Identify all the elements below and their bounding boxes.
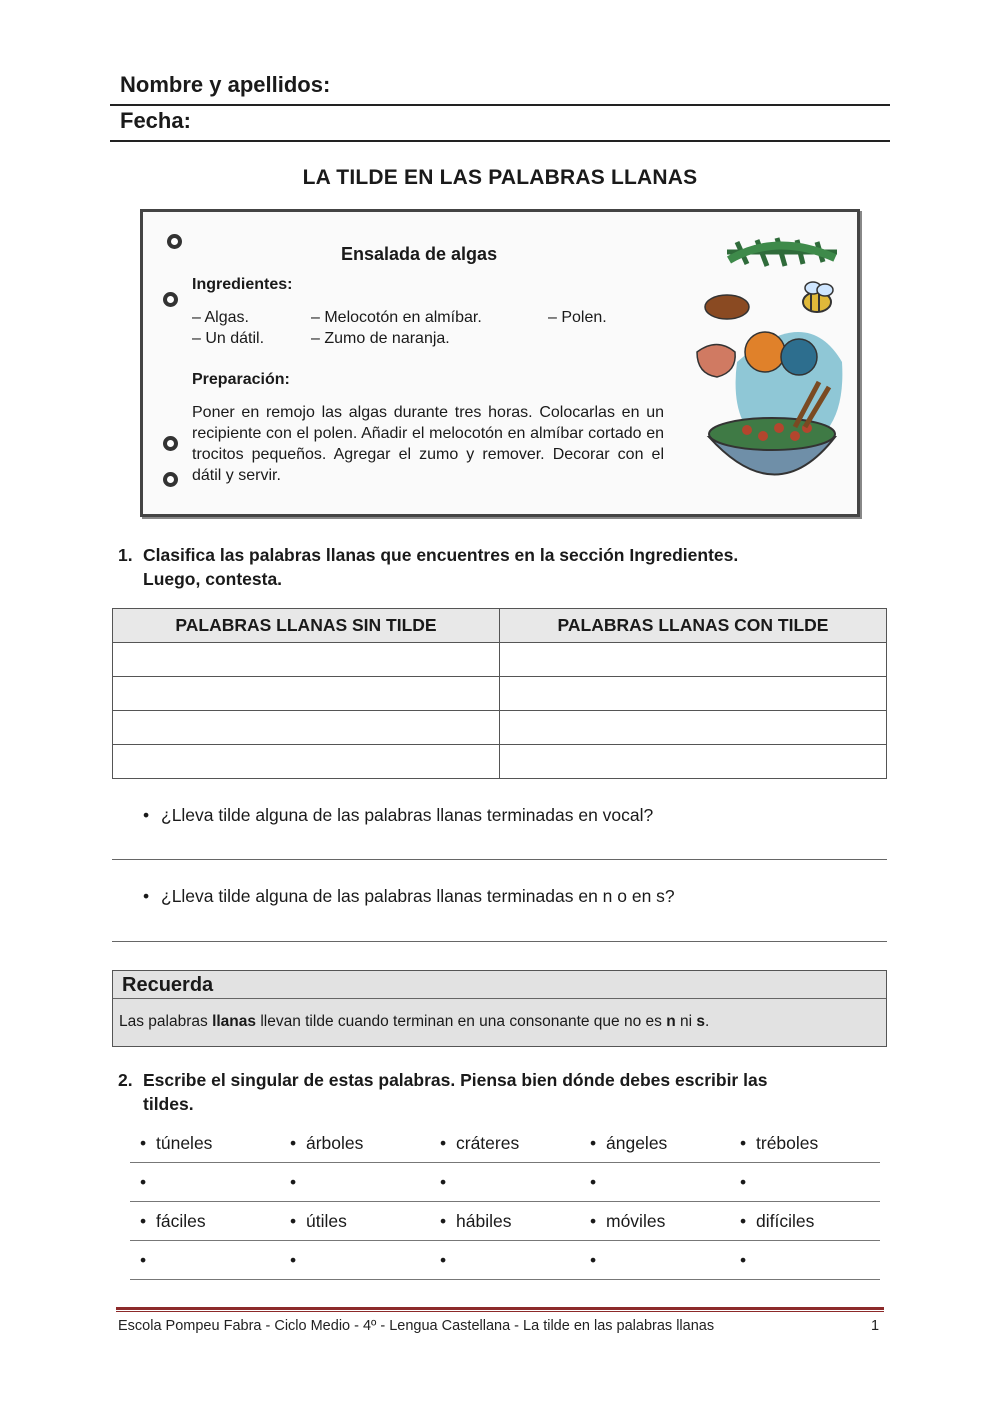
- answer-cell[interactable]: [500, 745, 887, 779]
- fruit-pieces-icon: [697, 345, 735, 378]
- plural-word: • ángeles: [590, 1133, 668, 1153]
- answer-slot[interactable]: •: [440, 1172, 447, 1192]
- recuerda-heading: Recuerda: [113, 971, 886, 999]
- answer-slot[interactable]: •: [590, 1250, 597, 1270]
- name-line[interactable]: [110, 70, 890, 106]
- exercise-2-instruction: [118, 1068, 880, 1116]
- plural-words-row-1: [130, 1124, 880, 1163]
- ingredient-item: – Polen.: [548, 309, 607, 326]
- ingredient-item: – Un dátil.: [192, 330, 265, 347]
- answer-slot[interactable]: •: [440, 1250, 447, 1270]
- exercise-1-line-2: Luego, contesta.: [143, 569, 283, 589]
- exercise-1-line-1: Clasifica las palabras llanas que encuentres en la sección Ingredientes.: [143, 545, 739, 565]
- plural-word: • útiles: [290, 1211, 347, 1231]
- binder-ring-icon: [163, 436, 178, 451]
- exercise-1-instruction: [118, 543, 880, 591]
- bee-icon: [803, 282, 833, 312]
- salad-illustration: [667, 212, 857, 512]
- page-number: 1: [871, 1318, 880, 1334]
- answer-cell[interactable]: [500, 643, 887, 677]
- preparation-text: Poner en remojo las algas durante tres horas. Colocarlas en un recipiente con el polen. Añadir el melocotón en almíbar cortado en trocitos pequeños. Agregar el zumo y remover. Decorar con el dátil y servir.: [192, 404, 664, 484]
- plural-words-row-2: [130, 1202, 880, 1241]
- exercise-1-number: 1.: [118, 545, 133, 565]
- recipe-card: [140, 209, 860, 517]
- ingredients-label: Ingredientes:: [192, 276, 293, 293]
- answer-line-1[interactable]: [112, 859, 887, 860]
- question-2-text: ¿Lleva tilde alguna de las palabras llanas terminadas en n o en s?: [161, 886, 675, 906]
- seaweed-icon: [727, 238, 837, 266]
- plural-word: • árboles: [290, 1133, 364, 1153]
- date-fruit-icon: [705, 295, 749, 319]
- answer-slot[interactable]: •: [590, 1172, 597, 1192]
- date-line[interactable]: [110, 106, 890, 142]
- binder-ring-icon: [163, 472, 178, 487]
- answer-slot[interactable]: •: [740, 1250, 747, 1270]
- plural-word: • hábiles: [440, 1211, 512, 1231]
- peach-icon: [745, 332, 785, 372]
- answer-line-2[interactable]: [112, 941, 887, 942]
- table-row: [113, 745, 887, 779]
- bullet-icon: •: [143, 805, 150, 825]
- date-label: Fecha:: [120, 108, 191, 133]
- pollen-icon: [781, 339, 817, 375]
- plural-word: • cráteres: [440, 1133, 520, 1153]
- question-2: [143, 886, 675, 907]
- answer-slot[interactable]: •: [140, 1172, 147, 1192]
- answer-cell[interactable]: [500, 711, 887, 745]
- footer-text: Escola Pompeu Fabra - Ciclo Medio - 4º - Lengua Castellana - La tilde en las palabras llanas: [118, 1318, 715, 1334]
- answer-cell[interactable]: [500, 677, 887, 711]
- question-1-text: ¿Lleva tilde alguna de las palabras llanas terminadas en vocal?: [161, 805, 654, 825]
- binder-ring-icon: [167, 234, 182, 249]
- answer-cell[interactable]: [113, 745, 500, 779]
- ingredient-item: – Melocotón en almíbar.: [311, 309, 482, 326]
- classification-table: [112, 608, 887, 779]
- plural-word: • fáciles: [140, 1211, 206, 1231]
- exercise-2-line-1: Escribe el singular de estas palabras. Piensa bien dónde debes escribir las: [143, 1070, 768, 1090]
- ingredient-item: – Zumo de naranja.: [311, 330, 450, 347]
- ingredient-item: – Algas.: [192, 309, 249, 326]
- question-1: [143, 805, 653, 826]
- page-title: LA TILDE EN LAS PALABRAS LLANAS: [302, 166, 698, 189]
- exercise-2-number: 2.: [118, 1070, 133, 1090]
- plural-word: • túneles: [140, 1133, 213, 1153]
- bullet-icon: •: [143, 886, 150, 906]
- table-row: [113, 643, 887, 677]
- plural-word: • tréboles: [740, 1133, 819, 1153]
- table-row: [113, 677, 887, 711]
- table-row: [113, 711, 887, 745]
- answer-cell[interactable]: [113, 677, 500, 711]
- column-header-sin-tilde: PALABRAS LLANAS SIN TILDE: [113, 609, 500, 643]
- preparation-label: Preparación:: [192, 371, 290, 388]
- answer-cell[interactable]: [113, 711, 500, 745]
- exercise-2-line-2: tildes.: [143, 1094, 194, 1114]
- recipe-title: Ensalada de algas: [341, 244, 498, 264]
- footer-divider: [116, 1307, 884, 1312]
- answer-cell[interactable]: [113, 643, 500, 677]
- singular-answers-row-1: [130, 1163, 880, 1202]
- plural-word: • móviles: [590, 1211, 666, 1231]
- singular-answers-row-2: [130, 1241, 880, 1280]
- recuerda-box: [112, 970, 887, 1047]
- column-header-con-tilde: PALABRAS LLANAS CON TILDE: [500, 609, 887, 643]
- name-label: Nombre y apellidos:: [120, 72, 331, 97]
- table-header-row: [113, 609, 887, 643]
- recuerda-text: Las palabras llanas llevan tilde cuando terminan en una consonante que no es n ni s.: [119, 1013, 710, 1030]
- answer-slot[interactable]: •: [290, 1250, 297, 1270]
- plural-word: • difíciles: [740, 1211, 815, 1231]
- answer-slot[interactable]: •: [290, 1172, 297, 1192]
- binder-ring-icon: [163, 292, 178, 307]
- answer-slot[interactable]: •: [140, 1250, 147, 1270]
- answer-slot[interactable]: •: [740, 1172, 747, 1192]
